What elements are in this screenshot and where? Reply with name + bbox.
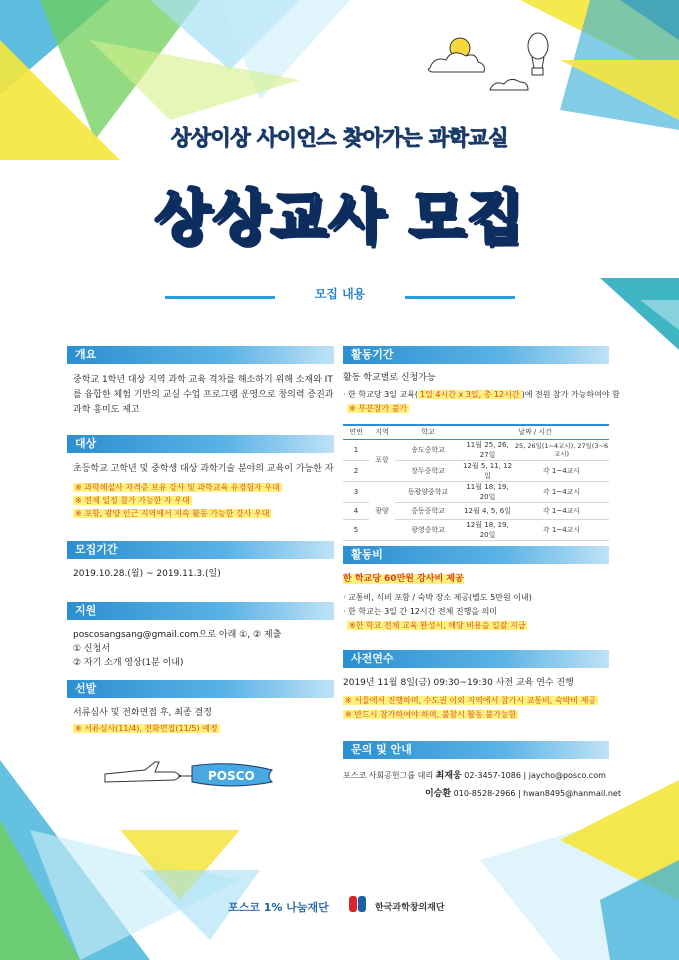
section-heading-label: 모집 내용 bbox=[314, 287, 366, 301]
fee-note: ※한 학교 전체 교육 완성시, 해당 비용을 일괄 지급 bbox=[349, 621, 526, 630]
table-cell: 송도중학교 bbox=[395, 439, 461, 460]
selection-note: ※ 서류심사(11/4), 전화면접(11/5) 예정 bbox=[75, 724, 218, 733]
fee-main: 한 학교당 60만원 강사비 제공 bbox=[343, 574, 464, 584]
target-text: 초등학교 고학년 및 중학생 대상 과학기술 분야의 교육이 가능한 자 bbox=[73, 464, 334, 474]
activity-line: )에 전원 참가 가능하여야 함 bbox=[521, 390, 620, 399]
overview-text: 중학교 1학년 대상 지역 과학 교육 격차를 해소하기 위해 소재와 IT를 융합한 체험 기반의 교실 수업 프로그램 운영으로 창의력 증진과 과학 흥미도 제고 bbox=[73, 375, 334, 415]
table-header: 학교 bbox=[395, 425, 461, 439]
table-cell: 각 1~4교시 bbox=[514, 502, 609, 519]
fee-line: · 교통비, 식비 포함 / 숙박 장소 제공(별도 5만원 이내) bbox=[343, 593, 532, 602]
balloon-icon bbox=[528, 33, 548, 59]
selection-text: 서류심사 및 전화면접 후, 최종 결정 bbox=[73, 708, 212, 718]
activity-note: ※ 부분참가 불가 bbox=[349, 404, 408, 413]
table-cell: 중동중학교 bbox=[395, 502, 461, 519]
fee-line: · 한 학교는 3일 간 12시간 전체 진행을 의미 bbox=[343, 607, 498, 616]
airplane-illustration bbox=[100, 752, 280, 797]
footer-org-posco: 포스코 1% 나눔재단 bbox=[228, 901, 329, 914]
contact-org: 포스코 사회공헌그룹 대리 bbox=[343, 771, 434, 780]
banner-text: POSCO bbox=[208, 769, 255, 783]
table-header: 날짜 / 시간 bbox=[461, 425, 609, 439]
activity-bar: 활동기간 bbox=[343, 346, 609, 364]
period-bar: 모집기간 bbox=[67, 541, 334, 559]
table-cell: 4 bbox=[343, 502, 369, 519]
training-note: ※ 반드시 참가하여야 하며, 불참시 활동 불가능함 bbox=[345, 710, 517, 719]
training-line: 2019년 11월 8일(금) 09:30~19:30 사전 교육 연수 진행 bbox=[343, 678, 574, 688]
table-cell: 동광양중학교 bbox=[395, 481, 461, 502]
activity-line: 활동 학교별로 신청가능 bbox=[343, 373, 436, 383]
table-cell: 12월 4, 5, 6일 bbox=[461, 502, 514, 519]
table-row bbox=[343, 481, 609, 502]
table-cell: 광양 bbox=[369, 481, 395, 540]
table-cell: 장두중학교 bbox=[395, 460, 461, 481]
table-cell: 3 bbox=[343, 481, 369, 502]
table-header: 지역 bbox=[369, 425, 395, 439]
table-cell: 각 1~4교시 bbox=[514, 519, 609, 540]
table-cell: 11월 18, 19, 20일 bbox=[461, 481, 514, 502]
target-note: ※ 포항, 광양 인근 지역에서 지속 활동 가능한 강사 우대 bbox=[75, 509, 270, 518]
apply-bar: 지원 bbox=[67, 602, 334, 620]
overview-bar: 개요 bbox=[67, 346, 334, 364]
kofac-logo-icon bbox=[347, 895, 369, 913]
table-cell: 11월 25, 26, 27일 bbox=[461, 439, 514, 460]
fee-bar: 활동비 bbox=[343, 546, 609, 564]
apply-text: poscosangsang@gmail.com으로 아래 ①, ② 제출 bbox=[73, 630, 282, 640]
footer-org-kofac: 한국과학창의재단 bbox=[375, 903, 445, 913]
table-cell: 25, 26일(1~4교시), 27일(3~6교시) bbox=[514, 439, 609, 460]
table-cell: 포항 bbox=[369, 439, 395, 481]
subtitle: 상상이상 사이언스 찾아가는 과학교실 bbox=[170, 126, 508, 150]
selection-bar: 선발 bbox=[67, 680, 334, 698]
target-bar: 대상 bbox=[67, 435, 334, 453]
contact-info[interactable]: 02-3457-1086 | jaycho@posco.com bbox=[464, 771, 606, 780]
sun-cloud-illustration bbox=[420, 30, 570, 100]
contact-bar: 문의 및 안내 bbox=[343, 741, 609, 759]
airplane-icon bbox=[105, 762, 181, 782]
target-note: ※ 과학해설사 자격증 보유 강사 및 과학교육 유경험자 우대 bbox=[75, 483, 280, 492]
table-cell: 5 bbox=[343, 519, 369, 540]
section-heading bbox=[165, 287, 515, 307]
table-cell: 광영중학교 bbox=[395, 519, 461, 540]
table-cell: 2 bbox=[343, 460, 369, 481]
activity-highlight: 1일 4시간 x 3일, 총 12시간 bbox=[420, 390, 520, 399]
training-note: ※ 서울에서 진행하며, 수도권 이외 지역에서 참가시 교통비, 숙박비 제공 bbox=[345, 696, 597, 705]
page-title: 상상교사 모집 bbox=[154, 183, 525, 251]
schedule-table bbox=[343, 424, 609, 541]
contact-info[interactable]: 010-8528-2966 | hwan8495@hanmail.net bbox=[453, 789, 621, 798]
table-header-row bbox=[343, 425, 609, 439]
table-cell: 12월 5, 11, 12일 bbox=[461, 460, 514, 481]
period-text: 2019.10.28.(월) ~ 2019.11.3.(일) bbox=[73, 569, 221, 579]
target-note: ※ 전체 일정 참가 가능한 자 우대 bbox=[75, 496, 190, 505]
contact-name: 최재웅 bbox=[435, 771, 462, 781]
table-cell: 각 1~4교시 bbox=[514, 460, 609, 481]
training-bar: 사전연수 bbox=[343, 650, 609, 668]
table-cell: 1 bbox=[343, 439, 369, 460]
activity-line: · 한 학교당 3일 교육( bbox=[343, 390, 419, 399]
table-row bbox=[343, 439, 609, 460]
apply-item: ② 자기 소개 영상(1분 이내) bbox=[73, 658, 184, 668]
table-cell: 각 1~4교시 bbox=[514, 481, 609, 502]
apply-item: ① 신청서 bbox=[73, 644, 111, 654]
table-cell: 12월 18, 19, 20일 bbox=[461, 519, 514, 540]
contact-name: 이승환 bbox=[425, 789, 452, 799]
table-header: 연번 bbox=[343, 425, 369, 439]
